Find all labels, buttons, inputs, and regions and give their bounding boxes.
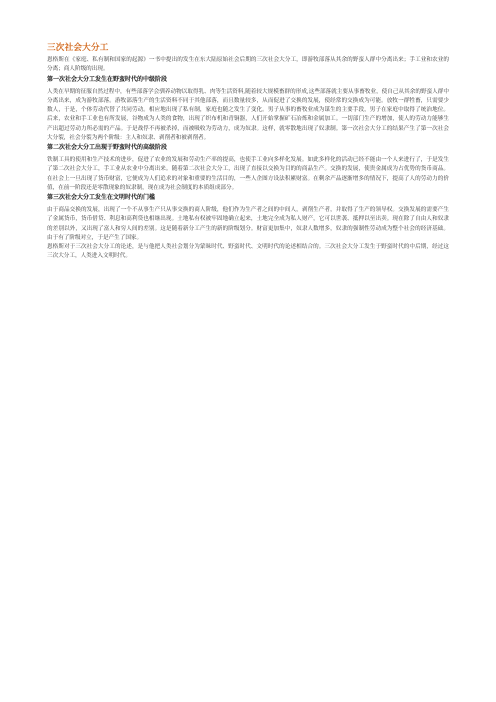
section-heading-second-division: 第二次社会大分工出现于野蛮时代的高级阶段	[47, 144, 168, 151]
section-text-second-division: 铁制工具的使用和生产技术的进步，促进了农业的发展和劳动生产率的提高，也使手工业向多样化发展。如此多样化的活动已经不能由一个人来进行了，于是发生了第二次社会大分工，手工业从农业中分离出来。随着第二次社会大分工，出现了直接以交换为目的的商品生产。交换的发展，使贵金属成为占优势的货币商品。在社会上一旦出现了货币财富，它便成为人们追求的对象和重要的生活目的，一些人企图方设法积累财富。在剩余产品逐渐增多的情况下，提高了人的劳动力的价值，在前一阶段还是零散现象的奴隶制，现在成为社会制度的本质组成部分。	[47, 157, 449, 191]
document-page	[47, 43, 449, 262]
document-title: 三次社会大分工	[47, 43, 109, 53]
section-second-division	[47, 143, 449, 193]
section-third-division	[47, 193, 449, 262]
intro-paragraph: 恩格斯在《家庭、私有制和国家的起源》一书中提出的发生在东大陆原始社会后期的三次社会大分工，即游牧部落从其余的野蛮人群中分离出来；手工业和农业的分离；商人阶级的出现。	[47, 57, 449, 73]
section-text-third-division: 由于商品交换的发展，出现了一个不从事生产只从事交换的商人阶级，他们作为生产者之间的中间人，剥削生产者，并取得了生产的领导权。交换发展的需要产生了金属货币，货币借贷、利息和高利贷也相继出现。土地私有权被牢固地确立起来，土地完全成为私人财产，它可以世袭、抵押以至出卖。现在除了自由人和奴隶的差别以外，又出现了富人和穷人间的差别。这是随着新分工产生的新的阶级划分。财富更加集中，奴隶人数增多，奴隶的强制性劳动成为整个社会的经济基础。由于有了阶级对立，于是产生了国家。 恩格斯对于三次社会大分工的论述，是与他把人类社会划分为蒙昧时代、野蛮时代、文明时代的论述相结合的。三次社会大分工发生于野蛮时代的中后期，经过这三次大分工，人类进入文明时代。	[47, 207, 449, 260]
section-heading-first-division: 第一次社会大分工发生在野蛮时代的中级阶段	[47, 75, 168, 83]
section-text-first-division: 人类在早期的征服自然过程中，有些部落学会驯养动物以取得乳、肉等生活资料,随着较大规模畜群的形成,这些部落就主要从事畜牧业，使自己从其余的野蛮人群中分离出来，成为游牧部落。游牧部落生产的生活资料不同于其他部落，而且数量较多，从而促进了交换的发展，使经常的交换成为可能。放牧一群牲畜，只需要少数人，于是，个体劳动代替了共同劳动。相应地出现了私有制，家庭也随之发生了变化。男子从事的畜牧业成为谋生的主要手段，男子在家庭中取得了统治地位。后来，农业和手工业也有所发展，谷物成为人类的食物，出现了织布机和青铜器，人们开始掌握矿石冶炼和金属加工。一切部门生产的增加，使人的劳动力能够生产出超过劳动力所必需的产品。于是战俘不再被杀掉，而被吸收为劳动力，成为奴隶。这样，就零散地出现了奴隶制。第一次社会大分工的结果产生了第一次社会大分裂，社会分裂为两个阶级：主人和奴隶、剥削者和被剥削者。	[47, 88, 449, 141]
section-heading-third-division: 第三次社会大分工发生在文明时代的门槛	[47, 194, 156, 201]
section-first-division	[47, 75, 449, 144]
